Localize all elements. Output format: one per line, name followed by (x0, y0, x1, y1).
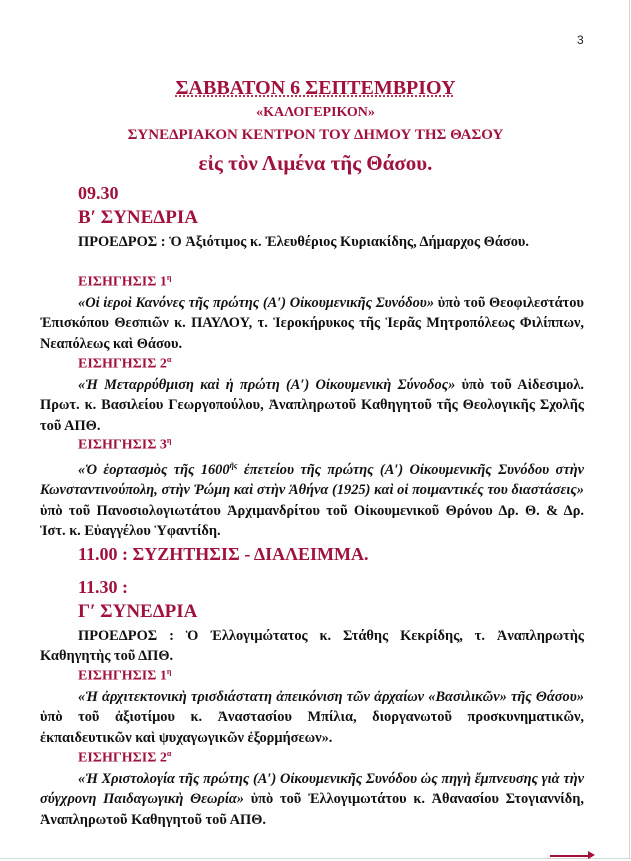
venue-center: ΣΥΝΕΔΡΙΑΚΟΝ ΚΕΝΤΡΟΝ ΤΟΥ ΔΗΜΟΥ ΤΗΣ ΘΑΣΟΥ (127, 127, 504, 143)
venue-place: εἰς τὸν Λιμένα τῆς Θάσου. (198, 151, 433, 175)
talk-label: ΕΙΣΗΓΗΣΙΣ $2^\alpha$ (78, 749, 172, 766)
talk-title: «Ἡ Μεταρρύθμιση καὶ ἡ πρώτη (Α′) Οἰκουμενικὴ Σύνοδος» (78, 377, 456, 393)
break-heading: 11.00 : ΣΥΖΗΤΗΣΙΣ - ΔΙΑΛΕΙΜΜΑ. (78, 544, 369, 564)
page-border (0, 858, 631, 859)
talk-title: «Οἱ ἱεροὶ Κανόνες τῆς πρώτης (Α′) Οἰκουμενικῆς Συνόδου» (78, 295, 435, 311)
talk-speaker: ὑπὸ τοῦ ἀξιοτίμου κ. Ἀναστασίου Μπίλια, διοργανωτοῦ προσκυνηματικῶν, ἐκπαιδευτικῶν καὶ ψυχαγωγικῶν ἐξορμήσεων». (40, 709, 584, 746)
talk-label: ΕΙΣΗΓΗΣΙΣ $1^\eta$ (78, 273, 172, 290)
talk-speaker: ὑπὸ τοῦ Πανοσιολογιωτάτου Ἀρχιμανδρίτου τοῦ Οἰκουμενικοῦ Θρόνου Δρ. Θ. & Δρ. Ἱστ. κ. Εὐαγγέλου Ὑφαντίδη. (40, 502, 584, 540)
venue-name: «ΚΑΛΟΓΕΡΙΚΟΝ» (256, 105, 375, 120)
talk-speaker: ὑπὸ τοῦ Θεοφιλεστάτου Ἐπισκόπου Θεσπιῶν κ. ΠΑΥΛΟΥ, τ. Ἱεροκήρυκος τῆς Ἱερᾶς Μητροπόλεως Φιλίππων, Νεαπόλεως καὶ Θάσου. (40, 295, 584, 352)
page-number: 3 (577, 33, 584, 47)
talk-speaker: ὑπὸ τοῦ Αἰδεσιμολ. Πρωτ. κ. Βασιλείου Γεωργοπούλου, Ἀναπληρωτοῦ Καθηγητοῦ τῆς Θεολογικῆς Σχολῆς τοῦ ΑΠΘ. (40, 377, 584, 434)
talk-title: «Ἡ Χριστολογία τῆς πρώτης (Α′) Οἰκουμενικῆς Συνόδου ὡς πηγὴ ἔμπνευσης γιὰ τὴν σύγχρονη Παιδαγωγικὴ Θεωρία» (40, 771, 584, 808)
talk-description (40, 456, 584, 541)
talk-description (40, 769, 584, 830)
session-chair: ΠΡΟΕΔΡΟΣ : Ὁ Ἀξιότιμος κ. Ἐλευθέριος Κυριακίδης, Δήμαρχος Θάσου. (78, 234, 529, 250)
arrow-shaft (550, 855, 592, 857)
talk-label: ΕΙΣΗΓΗΣΙΣ $2^\alpha$ (78, 355, 172, 372)
session-time: 09.30 (78, 183, 119, 203)
session-time: 11.30 : (78, 577, 129, 597)
session-title: Γ′ ΣΥΝΕΔΡΙΑ (78, 601, 198, 622)
arrow-head (588, 851, 595, 859)
talk-label: ΕΙΣΗΓΗΣΙΣ $1^\eta$ (78, 667, 172, 684)
page-title: ΣΑΒΒΑΤΟΝ 6 ΣΕΠΤΕΜΒΡΙΟΥ (175, 77, 456, 99)
talk-speaker: ὑπὸ τοῦ Ἐλλογιμωτάτου κ. Ἀθανασίου Στογιαννίδη, Ἀναπληρωτοῦ Καθηγητοῦ τοῦ ΑΠΘ. (40, 791, 584, 828)
talk-title: «Ὁ ἑορτασμὸς τῆς $1600^{ῆ\varsigma}$ ἐπετείου τῆς πρώτης (Α′) Οἰκουμενικῆς Συνόδου στὴν Κωνσταντινούπολη, στὴν Ῥώμη καὶ στὴν Ἀθήνα (1925) καὶ οἱ ποιμαντικές του διαστάσεις» (40, 461, 584, 499)
session-title: Β′ ΣΥΝΕΔΡΙΑ (78, 207, 198, 228)
talk-description (40, 375, 584, 436)
talk-description (40, 687, 584, 748)
session-chair: ΠΡΟΕΔΡΟΣ : Ὁ Ἐλλογιμώτατος κ. Στάθης Κεκρίδης, τ. Ἀναπληρωτὴς Καθηγητὴς τοῦ ΔΠΘ. (40, 628, 584, 665)
talk-description (40, 293, 584, 354)
talk-label: ΕΙΣΗΓΗΣΙΣ $3^\eta$ (78, 436, 172, 453)
talk-title: «Ἡ ἀρχιτεκτονικὴ τρισδιάστατη ἀπεικόνιση τῶν ἀρχαίων «Βασιλικῶν» τῆς Θάσου» (78, 689, 584, 705)
